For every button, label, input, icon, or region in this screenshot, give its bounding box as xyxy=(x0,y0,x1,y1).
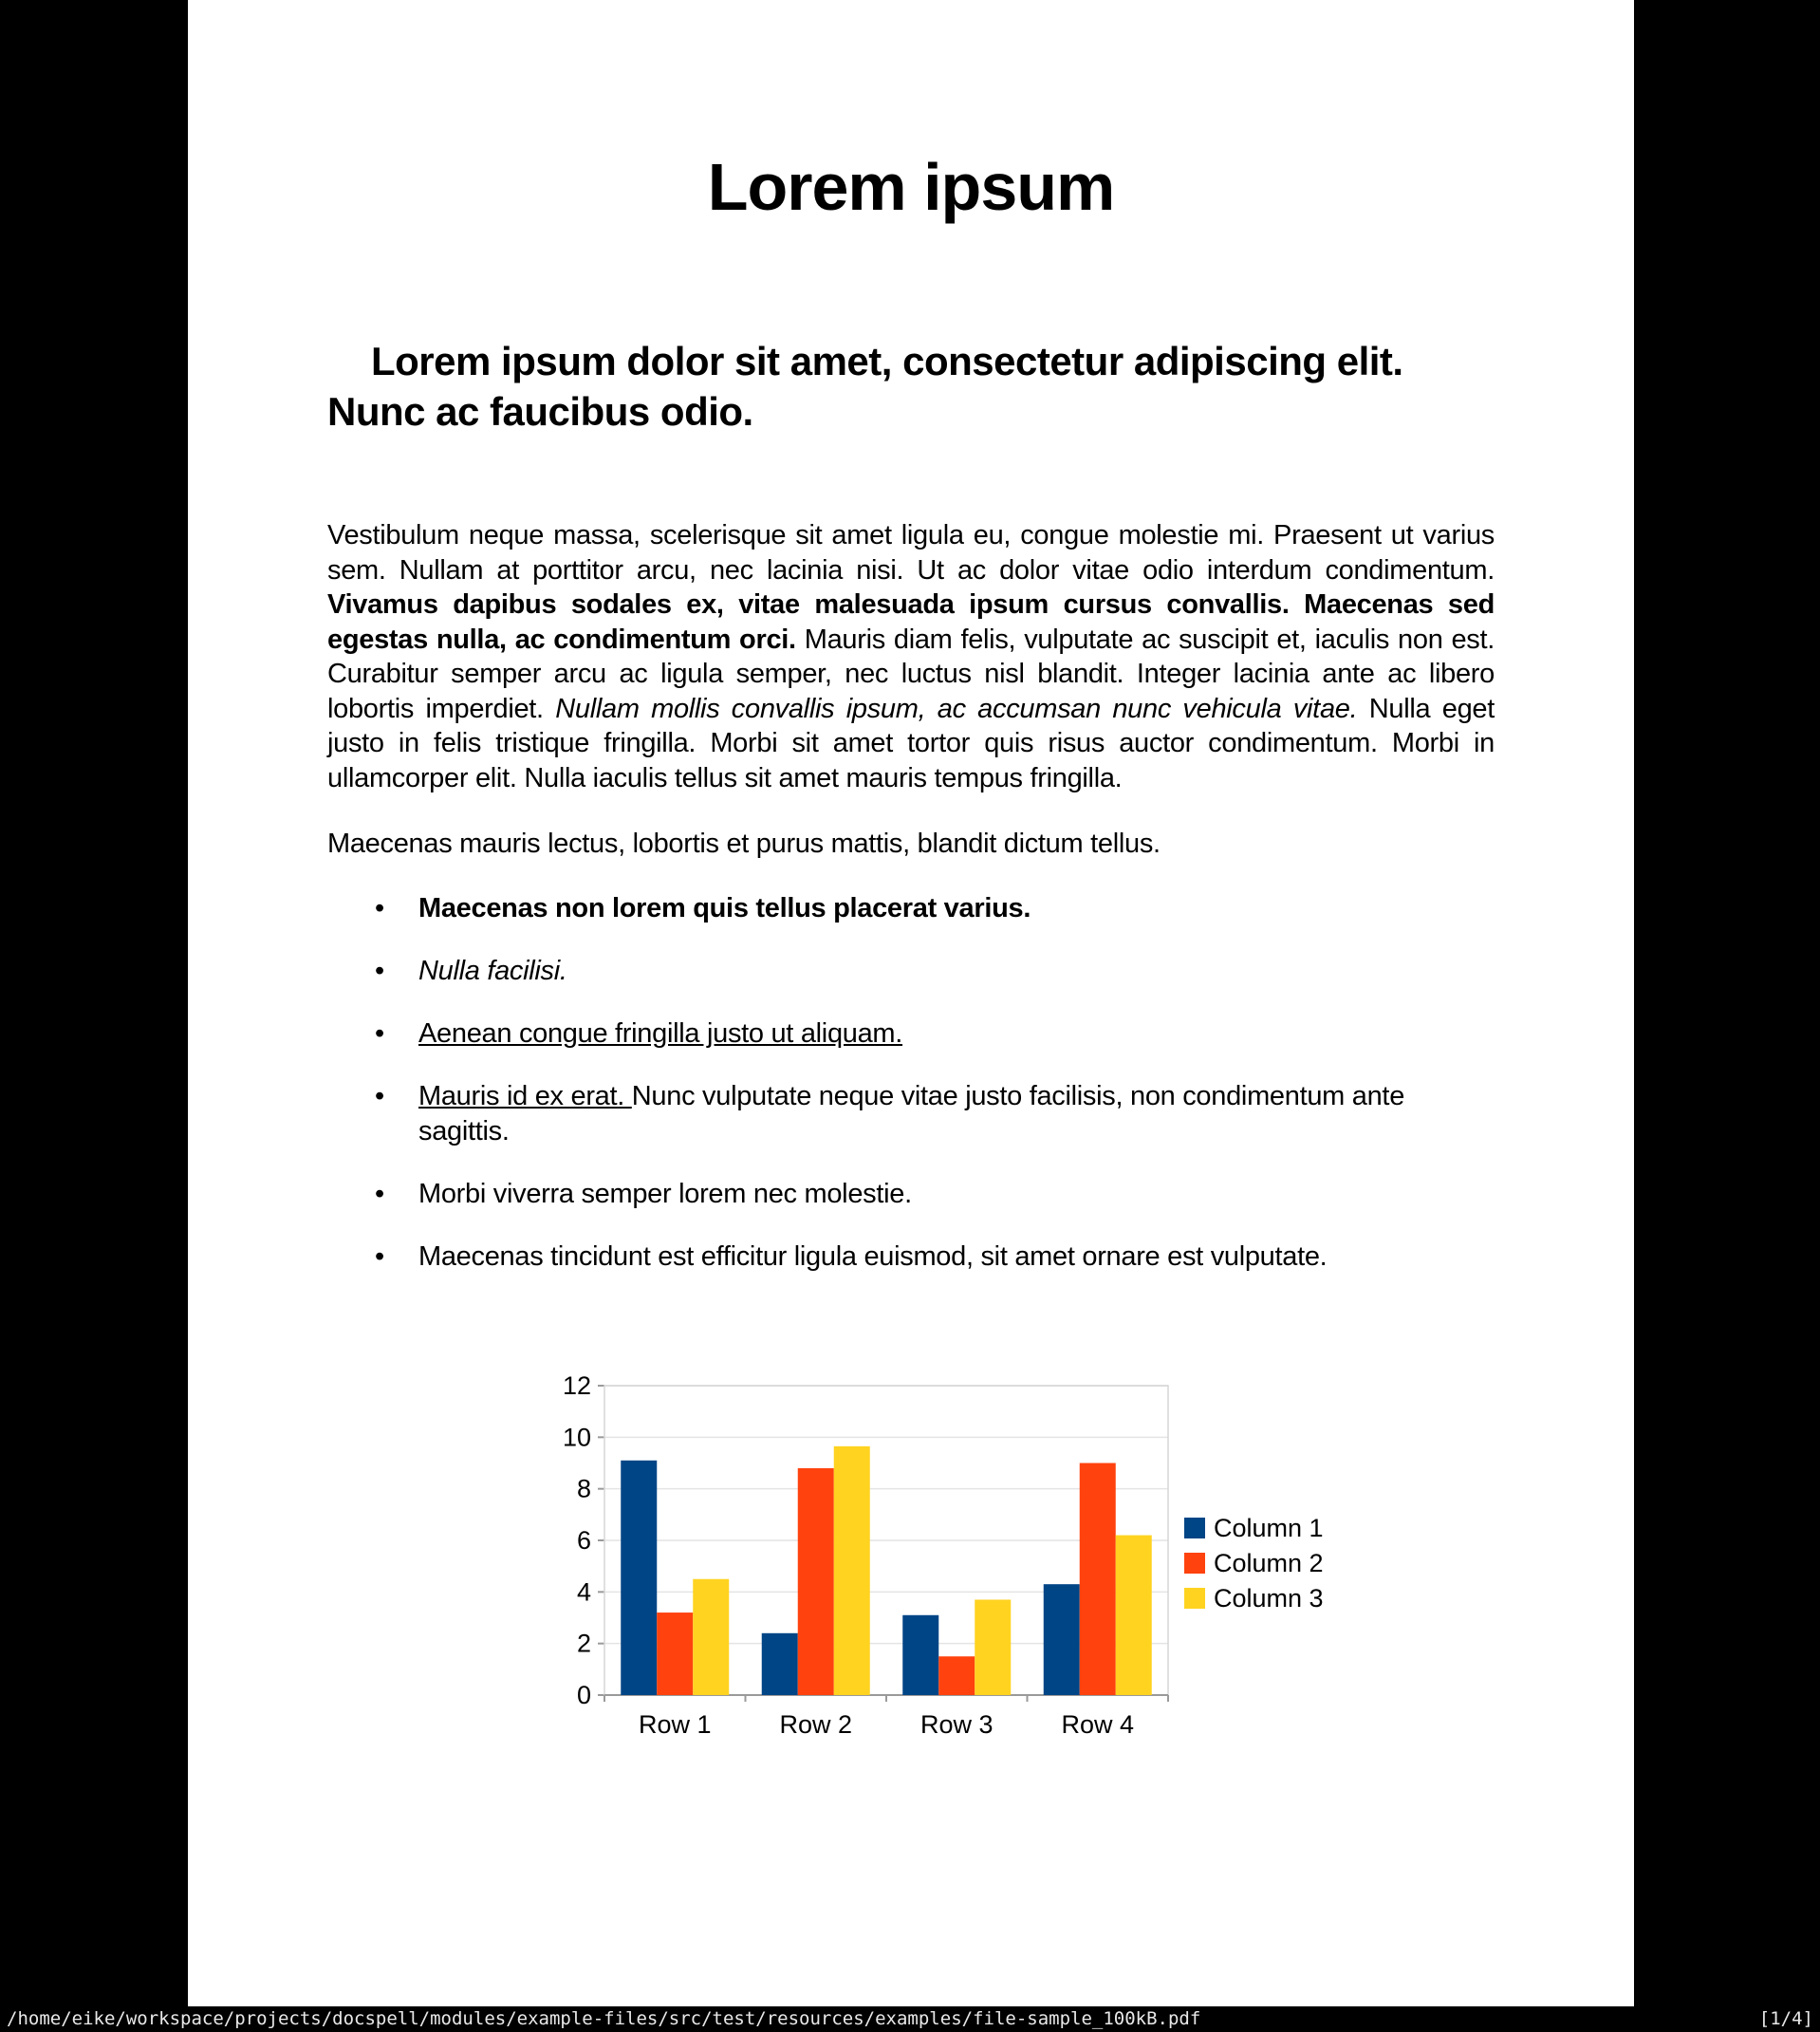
x-category-label: Row 3 xyxy=(919,1710,994,1739)
y-tick-label: 10 xyxy=(562,1423,591,1452)
bar xyxy=(621,1461,657,1695)
y-tick-label: 6 xyxy=(576,1526,591,1555)
text-segment: Nunc vulputate neque vitae justo facilisis, non condimentum ante sagittis. xyxy=(418,1081,1405,1146)
bar xyxy=(902,1615,938,1695)
legend-label: Column 1 xyxy=(1214,1514,1324,1542)
bar xyxy=(975,1599,1011,1695)
bar xyxy=(834,1446,870,1695)
x-category-label: Row 4 xyxy=(1061,1710,1135,1739)
list-item xyxy=(375,891,1495,926)
list-item xyxy=(375,1177,1495,1212)
bar xyxy=(693,1579,729,1695)
text-segment: Vivamus dapibus sodales ex, vitae malesuada ipsum cursus convallis. Maecenas sed egestas nulla, ac condimentum orci. xyxy=(327,589,1495,655)
text-segment: Nullam mollis convallis ipsum, ac accumsan nunc vehicula vitae. xyxy=(555,693,1369,724)
y-tick-label: 8 xyxy=(576,1474,591,1503)
pdf-page xyxy=(188,0,1634,2006)
text-segment: Mauris id ex erat. xyxy=(418,1081,632,1111)
body-paragraph xyxy=(327,518,1495,795)
document-title: Lorem ipsum xyxy=(707,150,1115,224)
text-segment: Nulla eget justo in felis tristique fringilla. Morbi sit amet tortor quis risus auctor condimentum. Morbi in ullamcorper elit. Nulla iaculis tellus sit amet mauris tempus fringilla. xyxy=(327,693,1495,793)
statusbar-page-indicator: [1/4] xyxy=(1758,2008,1813,2029)
bar xyxy=(938,1656,975,1695)
text-segment: Nulla facilisi. xyxy=(418,956,567,986)
text-segment: Mauris diam felis, vulputate ac suscipit et, iaculis non est. Curabitur semper arcu ac ligula semper, nec luctus nisl blandit. Integer lacinia ante ac libero lobortis imperdiet. xyxy=(327,624,1495,724)
bullet-list xyxy=(327,891,1495,1275)
legend-swatch xyxy=(1184,1518,1205,1538)
list-item xyxy=(375,1240,1495,1275)
bar-chart xyxy=(531,1355,1385,1763)
page-content xyxy=(188,0,1634,1275)
bar xyxy=(798,1468,834,1695)
text-segment: Morbi viverra semper lorem nec molestie. xyxy=(418,1179,912,1209)
y-tick-label: 2 xyxy=(576,1629,591,1658)
body-paragraph-2: Maecenas mauris lectus, lobortis et purus mattis, blandit dictum tellus. xyxy=(327,829,1161,859)
text-segment: Vestibulum neque massa, scelerisque sit amet ligula eu, congue molestie mi. Praesent ut varius sem. Nullam at porttitor arcu, nec lacinia nisi. Ut ac dolor vitae odio interdum condimentum. xyxy=(327,520,1495,586)
bar xyxy=(762,1633,798,1695)
viewer-statusbar xyxy=(0,2006,1820,2032)
x-category-label: Row 1 xyxy=(638,1710,712,1739)
legend-swatch xyxy=(1184,1553,1205,1574)
legend-label: Column 3 xyxy=(1214,1584,1324,1613)
list-item xyxy=(375,1016,1495,1052)
legend-swatch xyxy=(1184,1588,1205,1609)
x-category-label: Row 2 xyxy=(779,1710,853,1739)
text-segment: Aenean congue fringilla justo ut aliquam. xyxy=(418,1018,903,1049)
bar xyxy=(1080,1463,1116,1696)
bar xyxy=(1044,1584,1080,1695)
legend-label: Column 2 xyxy=(1214,1549,1324,1577)
list-item xyxy=(375,1079,1495,1149)
statusbar-file-path: /home/eike/workspace/projects/docspell/modules/example-files/src/test/resources/examples/file-sample_100kB.pdf xyxy=(7,2008,1201,2029)
bar xyxy=(657,1613,693,1695)
y-tick-label: 4 xyxy=(576,1577,591,1607)
bar-chart-svg xyxy=(531,1355,1385,1763)
y-tick-label: 0 xyxy=(576,1681,591,1709)
text-segment: Maecenas tincidunt est efficitur ligula euismod, sit amet ornare est vulputate. xyxy=(418,1241,1328,1272)
y-tick-label: 12 xyxy=(562,1371,591,1400)
text-segment: Maecenas non lorem quis tellus placerat varius. xyxy=(418,893,1031,923)
bar xyxy=(1116,1536,1152,1695)
document-subheading: Lorem ipsum dolor sit amet, consectetur adipiscing elit. Nunc ac faucibus odio. xyxy=(327,339,1403,434)
list-item xyxy=(375,954,1495,989)
